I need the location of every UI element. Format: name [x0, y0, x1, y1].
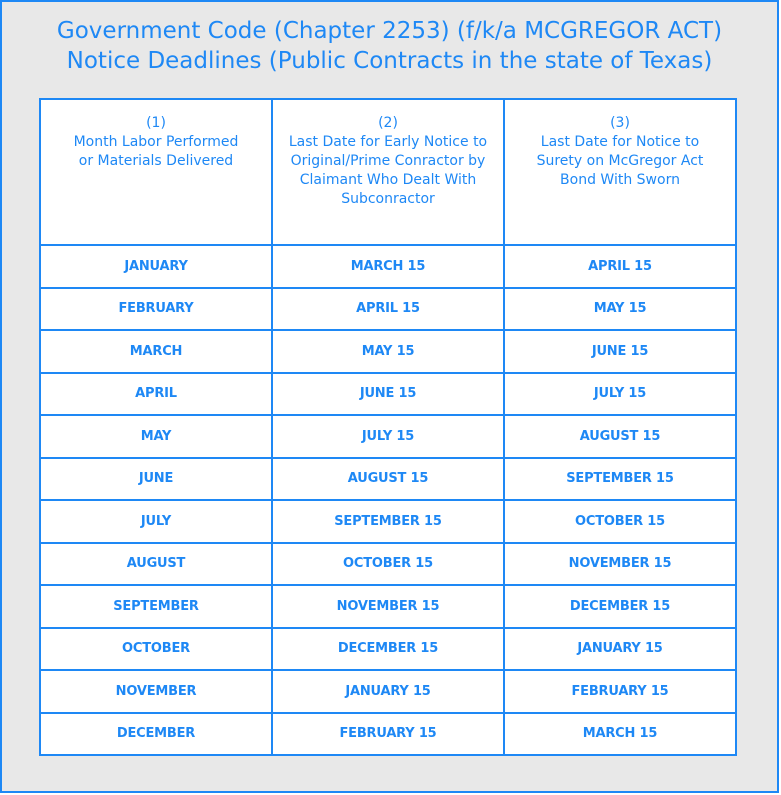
cell-early-notice: JUNE 15	[272, 373, 504, 416]
cell-surety-notice: DECEMBER 15	[504, 585, 736, 628]
table-row	[40, 628, 736, 671]
table-row	[40, 713, 736, 756]
cell-month: JULY	[40, 500, 272, 543]
cell-surety-notice: JUNE 15	[504, 330, 736, 373]
column-header-text: Surety on McGregor Act	[536, 153, 704, 169]
column-number: (1)	[146, 115, 166, 131]
column-header-text: Month Labor Performed	[73, 134, 239, 150]
table-row	[40, 670, 736, 713]
title-line-2: Notice Deadlines (Public Contracts in the state of Texas)	[66, 48, 713, 74]
cell-surety-notice: JANUARY 15	[504, 628, 736, 671]
cell-early-notice: SEPTEMBER 15	[272, 500, 504, 543]
column-header-text: Original/Prime Conractor by	[290, 153, 486, 169]
cell-month: AUGUST	[40, 543, 272, 586]
cell-surety-notice: APRIL 15	[504, 245, 736, 288]
cell-month: JUNE	[40, 458, 272, 501]
table-row	[40, 330, 736, 373]
table-header-row	[40, 99, 736, 245]
table-row	[40, 585, 736, 628]
cell-surety-notice: JULY 15	[504, 373, 736, 416]
cell-surety-notice: SEPTEMBER 15	[504, 458, 736, 501]
cell-early-notice: JULY 15	[272, 415, 504, 458]
cell-month: DECEMBER	[40, 713, 272, 756]
column-header-text: Subconractor	[341, 191, 435, 207]
cell-month: MARCH	[40, 330, 272, 373]
cell-early-notice: MARCH 15	[272, 245, 504, 288]
cell-surety-notice: MARCH 15	[504, 713, 736, 756]
cell-early-notice: APRIL 15	[272, 288, 504, 331]
table-row	[40, 543, 736, 586]
cell-month: MAY	[40, 415, 272, 458]
cell-month: SEPTEMBER	[40, 585, 272, 628]
column-header-text: or Materials Delivered	[78, 153, 234, 169]
cell-early-notice: AUGUST 15	[272, 458, 504, 501]
cell-month: NOVEMBER	[40, 670, 272, 713]
page-title	[2, 16, 777, 76]
cell-early-notice: DECEMBER 15	[272, 628, 504, 671]
cell-surety-notice: FEBRUARY 15	[504, 670, 736, 713]
cell-early-notice: OCTOBER 15	[272, 543, 504, 586]
column-header-surety-notice	[504, 99, 736, 245]
column-header-text: Last Date for Notice to	[540, 134, 700, 150]
cell-surety-notice: OCTOBER 15	[504, 500, 736, 543]
cell-surety-notice: NOVEMBER 15	[504, 543, 736, 586]
title-line-1: Government Code (Chapter 2253) (f/k/a MCGREGOR ACT)	[56, 18, 723, 44]
notice-deadlines-table	[39, 98, 737, 756]
table-row	[40, 373, 736, 416]
column-number: (3)	[610, 115, 630, 131]
column-number: (2)	[378, 115, 398, 131]
table-row	[40, 288, 736, 331]
cell-month: APRIL	[40, 373, 272, 416]
column-header-text: Claimant Who Dealt With	[299, 172, 477, 188]
table-row	[40, 245, 736, 288]
cell-early-notice: FEBRUARY 15	[272, 713, 504, 756]
column-header-text: Last Date for Early Notice to	[288, 134, 488, 150]
cell-early-notice: JANUARY 15	[272, 670, 504, 713]
table-row	[40, 415, 736, 458]
cell-month: FEBRUARY	[40, 288, 272, 331]
column-header-early-notice	[272, 99, 504, 245]
column-header-text: Bond With Sworn	[560, 172, 680, 188]
column-header-month	[40, 99, 272, 245]
cell-month: JANUARY	[40, 245, 272, 288]
table-row	[40, 458, 736, 501]
cell-surety-notice: MAY 15	[504, 288, 736, 331]
cell-early-notice: NOVEMBER 15	[272, 585, 504, 628]
cell-surety-notice: AUGUST 15	[504, 415, 736, 458]
cell-early-notice: MAY 15	[272, 330, 504, 373]
table-row	[40, 500, 736, 543]
cell-month: OCTOBER	[40, 628, 272, 671]
